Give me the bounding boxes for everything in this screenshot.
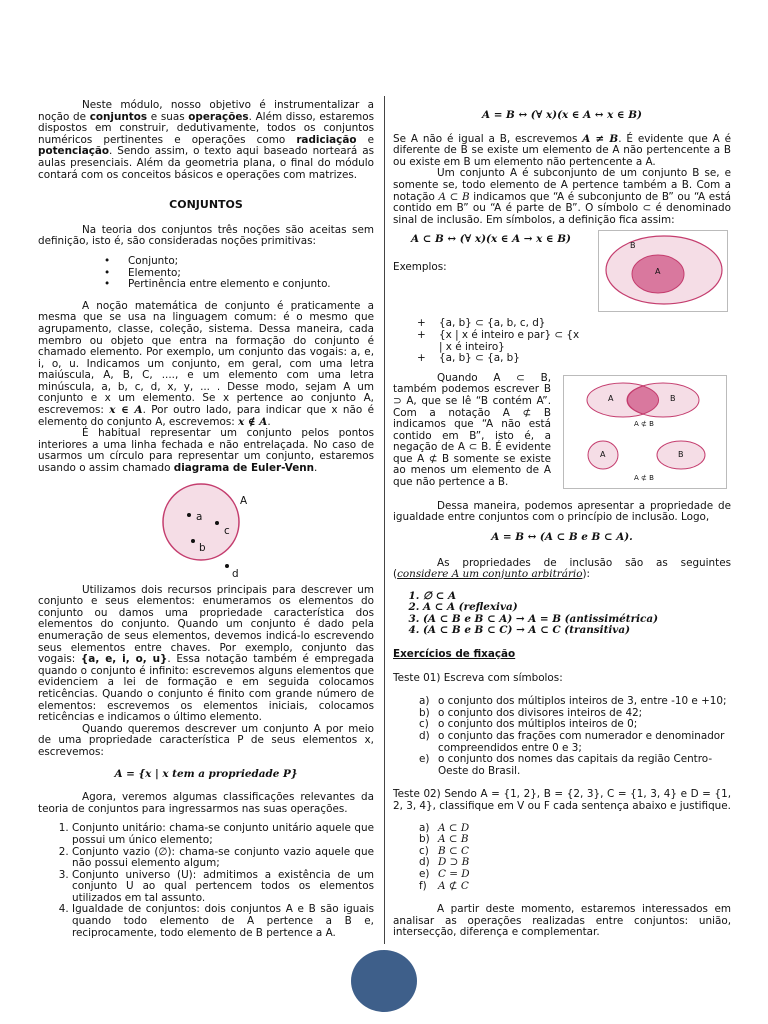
subset-paragraph: Um conjunto A é subconjunto de um conjunto B se, e somente se, todo elemento de A pertence também a B. Com a notação A ⊂ B indicamos que “A é subconjunto de B” ou “A está contido em B” ou “A é parte de B”. O símbolo ⊂ é denominado sinal de inclusão. Em símbolos, a definição fica assim:	[393, 167, 732, 226]
examples-label: Exemplos:	[393, 261, 447, 274]
list-item: • Pertinência entre elemento e conjunto.	[128, 279, 374, 291]
teste-02-list	[393, 823, 731, 893]
caption: A ⊄ B	[634, 419, 654, 428]
element-label: c	[224, 524, 230, 537]
venn-paragraph: É habitual representar um conjunto pelos pontos interiores a uma linha fechada e não entrelaçada. No caso de usarmos um círculo para representar um conjunto, estaremos usando o assim chamado diagrama de Euler-Venn.	[38, 427, 374, 475]
label: A	[608, 393, 614, 403]
element-b-dot	[191, 539, 195, 543]
list-item: 3. (A ⊂ B e B ⊂ A) → A = B (antissimétrica)	[423, 614, 731, 626]
list-item: d) D ⊃ B	[419, 856, 470, 869]
list-item: 4. Igualdade de conjuntos: dois conjuntos A e B são iguais quando todo elemento de A pertence a B e, reciprocamente, todo elemento de B pertence a A.	[72, 904, 374, 939]
not-subset-block	[393, 373, 731, 491]
list-item: 4. (A ⊂ B e B ⊂ C) → A ⊂ C (transitiva)	[423, 625, 731, 637]
left-column	[38, 100, 374, 939]
closing-paragraph: A partir deste momento, estaremos interessados em analisar as operações realizadas entre conjuntos: união, intersecção, diferença e complementar.	[393, 903, 731, 939]
list-item: + {a, b} ⊂ {a, b}	[393, 353, 583, 365]
set-b-label: B	[630, 241, 636, 251]
list-item: b) A ⊂ B	[419, 833, 469, 846]
list-item: e) C = D	[419, 867, 470, 880]
exercises-title: Exercícios de fixação	[393, 648, 516, 661]
list-item: + {x | x é inteiro e par} ⊂ {x | x é inteiro}	[393, 330, 583, 353]
difference-paragraph: Se A não é igual a B, escrevemos A ≠ B. É evidente que A é diferente de B se existe um elemento de A não pertencente a B ou existe em B um elemento não pertencente a A.	[393, 132, 732, 168]
properties-list	[393, 591, 731, 637]
teste-01: Teste 01) Escreva com símbolos:	[393, 671, 563, 684]
list-item: c) B ⊂ C	[419, 844, 469, 857]
list-item: e) o conjunto dos nomes das capitais da região Centro-Oeste do Brasil.	[419, 753, 713, 777]
equality-inclusion-formula: A = B ↔ (A ⊂ B e B ⊂ A).	[491, 530, 633, 543]
property-paragraph: Quando queremos descrever um conjunto A por meio de uma propriedade característica P de seus elementos x, escrevemos:	[38, 722, 374, 758]
list-item: f) A ⊄ C	[419, 879, 469, 892]
column-divider	[384, 96, 385, 944]
list-item: 1. Conjunto unitário: chama-se conjunto unitário aquele que possui um único elemento;	[72, 823, 374, 846]
list-item: a) o conjunto dos múltiplos inteiros de 3, entre -10 e +10;	[419, 695, 727, 708]
list-item: 2. A ⊂ A (reflexiva)	[423, 602, 731, 614]
list-item: a) A ⊂ D	[419, 821, 470, 834]
set-label: A	[240, 494, 248, 507]
subset-block	[393, 230, 731, 312]
primitives-intro: Na teoria dos conjuntos três noções são aceitas sem definição, isto é, são consideradas noções primitivas:	[38, 223, 374, 248]
element-d-dot	[225, 564, 229, 568]
element-a-dot	[187, 513, 191, 517]
list-item: c) o conjunto dos múltiplos inteiros de 0;	[419, 718, 638, 731]
list-item: 2. Conjunto vazio (∅): chama-se conjunto vazio aquele que não possui elemento algum;	[72, 847, 374, 870]
list-item: • Elemento;	[128, 268, 374, 280]
list-item: d) o conjunto das frações com numerador e denominador compreendidos entre 0 e 3;	[419, 730, 725, 754]
euler-venn-diagram	[38, 475, 374, 585]
label: A	[600, 449, 606, 459]
subset-formula: A ⊂ B ↔ (∀ x)(x ∈ A → x ∈ B)	[411, 233, 571, 246]
teste-02: Teste 02) Sendo A = {1, 2}, B = {2, 3}, C = {1, 3, 4} e D = {1, 2, 3, 4}, classifique em V ou F cada sentença abaixo e justifique.	[393, 788, 731, 812]
list-item: 3. Conjunto universo (U): admitimos a existência de um conjunto U ao qual pertencem todos os elementos utilizados em tal assunto.	[72, 870, 374, 905]
intro-paragraph: Neste módulo, nosso objetivo é instrumentalizar a noção de conjuntos e suas operações. Além disso, estaremos dispostos em construir, dedutivamente, todos os conjuntos numéricos pertinentes e operações como radiciação e potenciação. Sendo assim, o texto aqui baseado norteará as aulas presenciais. Além da geometria plana, o final do módulo contará com os conceitos básicos e operações com matrizes.	[38, 99, 374, 181]
examples-list	[393, 318, 583, 364]
teste-01-list	[393, 696, 731, 777]
notion-paragraph: A noção matemática de conjunto é praticamente a mesma que se usa na linguagem comum: é o mesmo que agrupamento, classe, coleção, sistema. Dessa maneira, cada membro ou objeto que entra na formação do conjunto é chamado elemento. Por exemplo, um conjunto das vogais: a, e, i, o, u. Indicamos um conjunto, em geral, com uma letra maiúscula, A, B, C, ...., e um elemento com uma letra minúscula, a, b, c, d, x, y, ... . Desse modo, sejam A um conjunto e x um elemento. Se x pertence ao conjunto A, escrevemos: x ∈ A. Por outro lado, para indicar que x não é elemento do conjunto A, escrevemos: x ∉ A.	[38, 299, 374, 428]
label: B	[670, 393, 676, 403]
resources-paragraph: Utilizamos dois recursos principais para descrever um conjunto e seus elementos: enumeramos os elementos do conjunto ou damos uma propriedade característica dos elementos do conjunto. Quando um conjunto é dado pela enumeração de seus elementos, devemos indicá-lo escrevendo seus elementos entre chaves. Por exemplo, conjunto das vogais: {a, e, i, o, u}. Essa notação também é empregada quando o conjunto é infinito: escrevemos alguns elementos que evidenciem a lei de formação e em seguida colocamos reticências. Quando o conjunto é finito com grande número de elementos: escrevemos os elementos iniciais, colocamos reticências e indicamos o último elemento.	[38, 583, 374, 724]
primitives-list	[38, 256, 374, 291]
equality-paragraph: Dessa maneira, podemos apresentar a propriedade de igualdade entre conjuntos com o princípio de inclusão. Logo,	[393, 499, 731, 524]
subset-diagram	[598, 230, 728, 312]
properties-intro: As propriedades de inclusão são as seguintes (considere A um conjunto arbitrário):	[393, 556, 731, 581]
caption: A ⊄ B	[634, 473, 654, 482]
list-item: b) o conjunto dos divisores inteiros de 42;	[419, 706, 643, 719]
right-column	[393, 110, 731, 939]
set-a-label: A	[655, 267, 661, 277]
list-item: • Conjunto;	[128, 256, 374, 268]
section-title: CONJUNTOS	[169, 198, 243, 212]
list-item: 1. ∅ ⊂ A	[423, 591, 731, 603]
list-item: + {a, b} ⊂ {a, b, c, d}	[393, 318, 583, 330]
classification-intro: Agora, veremos algumas classificações relevantes da teoria de conjuntos para ingressarmos nas suas operações.	[38, 791, 374, 815]
property-formula: A = {x | x tem a propriedade P}	[114, 767, 298, 780]
page-marker	[351, 950, 417, 1012]
contains-paragraph: Quando A ⊂ B, também podemos escrever B ⊃ A, que se lê “B contém A”. Com a notação A ⊄ B indicamos que “A não está contido em B”, isto é, a negação de A ⊂ B. É evidente que A ⊄ B somente se existe ao menos um elemento de A que não pertence a B.	[393, 371, 551, 489]
equality-formula: A = B ↔ (∀ x)(x ∈ A ↔ x ∈ B)	[482, 109, 642, 121]
element-label: d	[232, 567, 239, 580]
classification-list	[38, 823, 374, 939]
element-c-dot	[215, 521, 219, 525]
element-label: a	[196, 510, 203, 523]
label: B	[678, 449, 684, 459]
element-label: b	[199, 541, 206, 554]
not-subset-diagram	[563, 375, 727, 489]
